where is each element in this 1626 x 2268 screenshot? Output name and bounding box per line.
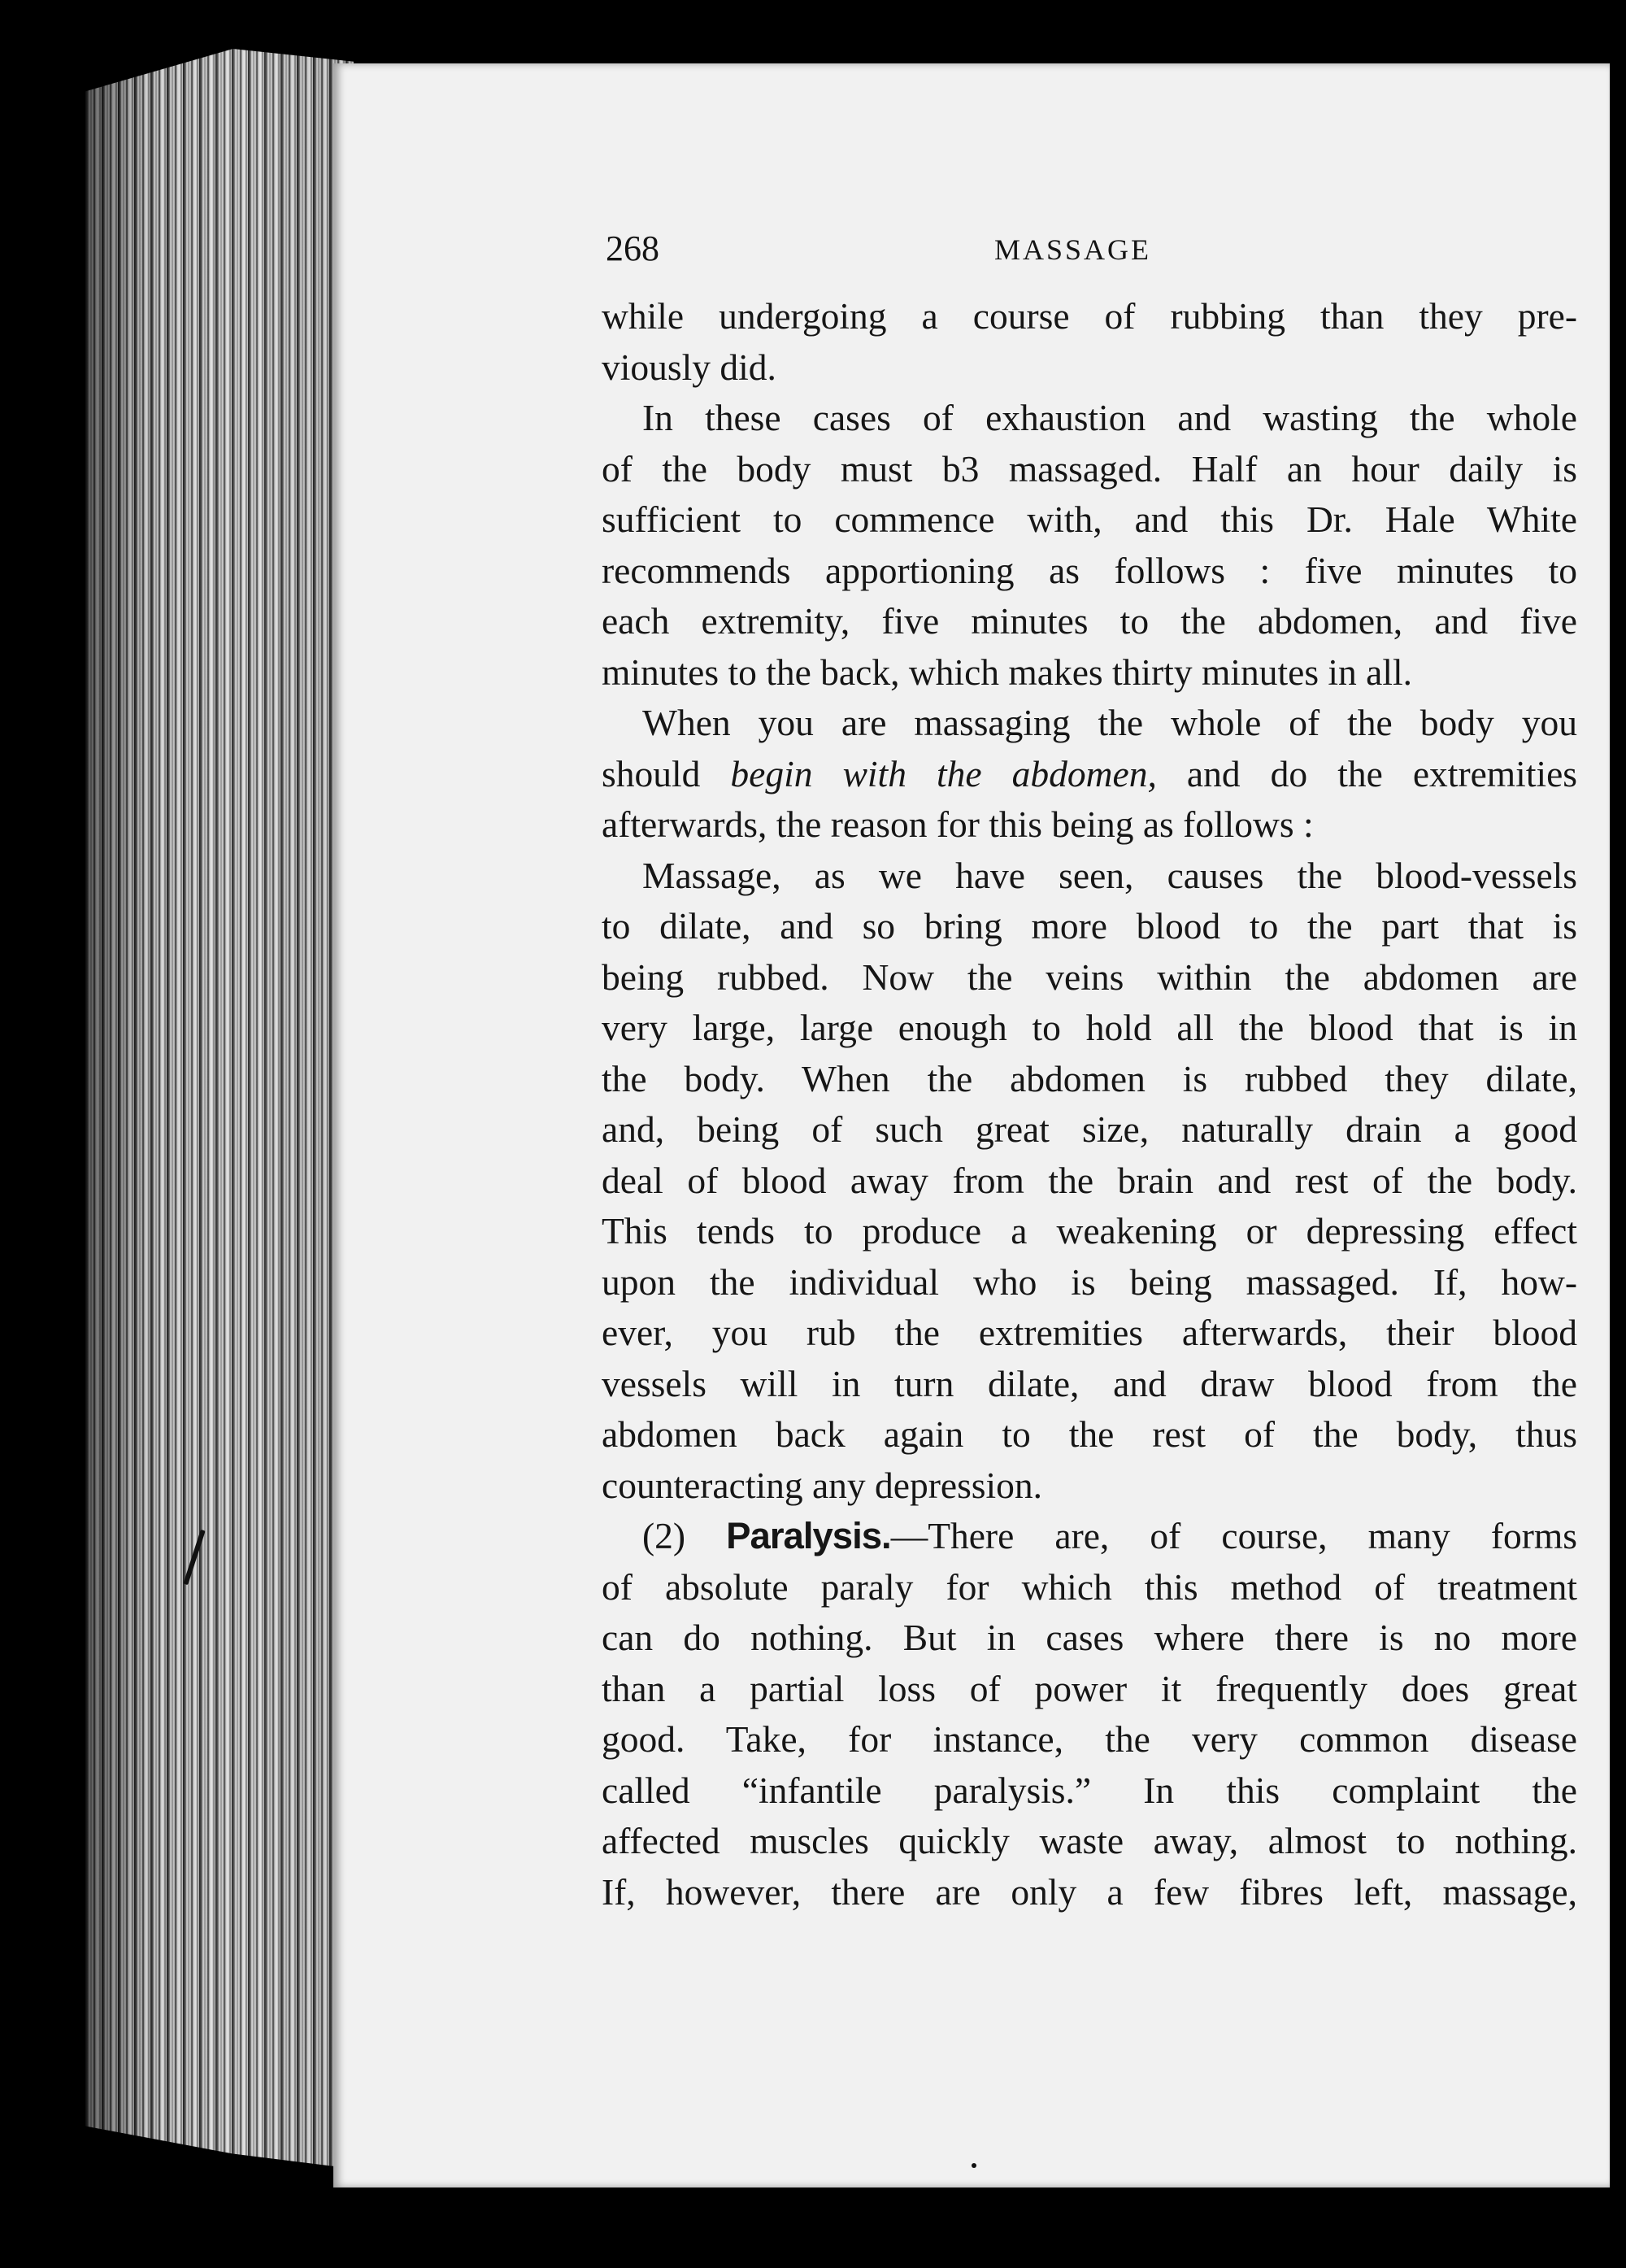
text-line bbox=[602, 1765, 1577, 1817]
line-text: called “infantile paralysis.” In this complaint the bbox=[602, 1769, 1577, 1811]
line-text: viously did. bbox=[602, 346, 776, 388]
line-text: of absolute paraly for which this method of treatment bbox=[602, 1565, 1577, 1608]
line-text: the body. When the abdomen is rubbed they dilate, bbox=[602, 1057, 1577, 1099]
line-text: When you are massaging the whole of the body you bbox=[642, 702, 1577, 743]
line-text: to dilate, and so bring more blood to the part that is bbox=[602, 905, 1577, 947]
line-text: counteracting any depression. bbox=[602, 1464, 1043, 1506]
line-text: This tends to produce a weakening or depressing effect bbox=[602, 1210, 1577, 1252]
text-line bbox=[602, 1613, 1577, 1664]
line-text: while undergoing a course of rubbing than they pre- bbox=[602, 295, 1577, 337]
emphasis-text: begin with the abdomen, bbox=[730, 752, 1157, 794]
line-text: abdomen back again to the rest of the body, thus bbox=[602, 1413, 1577, 1455]
text-line bbox=[602, 1206, 1577, 1257]
line-text: affected muscles quickly waste away, almost to nothing. bbox=[602, 1820, 1577, 1861]
line-text: vessels will in turn dilate, and draw blood from the bbox=[602, 1362, 1577, 1404]
line-text: of the body must b3 massaged. Half an hour daily is bbox=[602, 447, 1577, 490]
text-line bbox=[602, 1816, 1577, 1867]
text-line bbox=[602, 1664, 1577, 1715]
line-text: recommends apportioning as follows : five minutes to bbox=[602, 549, 1577, 591]
text-line bbox=[602, 647, 1577, 699]
text-line bbox=[602, 1308, 1577, 1359]
line-text: ever, you rub the extremities afterwards, their blood bbox=[602, 1312, 1577, 1353]
text-line bbox=[602, 1714, 1577, 1765]
line-text: each extremity, five minutes to the abdomen, and five bbox=[602, 600, 1577, 642]
text-line bbox=[602, 494, 1577, 546]
line-text: very large, large enough to hold all the blood that is in bbox=[602, 1007, 1577, 1048]
text-line bbox=[602, 1511, 1577, 1562]
running-head bbox=[606, 228, 1581, 276]
speck bbox=[972, 2163, 976, 2168]
line-text: and, being of such great size, naturally drain a good bbox=[602, 1108, 1577, 1150]
text-line bbox=[602, 698, 1577, 749]
line-text: sufficient to commence with, and this Dr. Hale White bbox=[602, 498, 1577, 540]
page-edges bbox=[85, 49, 354, 2179]
section-heading: Paralysis. bbox=[726, 1515, 891, 1556]
text-line bbox=[602, 1054, 1577, 1105]
text-line bbox=[602, 851, 1577, 902]
text-line bbox=[602, 1003, 1577, 1054]
line-text: deal of blood away from the brain and rest of the body. bbox=[602, 1159, 1577, 1201]
text-line bbox=[602, 799, 1577, 851]
text-line bbox=[602, 1460, 1577, 1512]
line-text: In these cases of exhaustion and wasting the whole bbox=[642, 397, 1577, 438]
text-line bbox=[602, 1867, 1577, 1918]
text-line bbox=[602, 444, 1577, 495]
text-line bbox=[602, 901, 1577, 952]
running-title: MASSAGE bbox=[994, 233, 1152, 266]
line-text: If, however, there are only a few fibres left, massage, bbox=[602, 1870, 1577, 1913]
text-line bbox=[602, 1359, 1577, 1410]
text-line bbox=[602, 749, 1577, 800]
text-line bbox=[602, 393, 1577, 444]
line-text: and do the extremities bbox=[1156, 752, 1578, 794]
line-text: than a partial loss of power it frequently does great bbox=[602, 1667, 1577, 1709]
text-line bbox=[602, 1156, 1577, 1207]
line-text: being rubbed. Now the veins within the abdomen are bbox=[602, 956, 1577, 998]
text-line bbox=[602, 1257, 1577, 1308]
line-text: minutes to the back, which makes thirty minutes in all. bbox=[602, 651, 1413, 693]
line-text: —There are, of course, many forms bbox=[890, 1515, 1577, 1556]
line-text: (2) bbox=[642, 1515, 727, 1556]
line-text: can do nothing. But in cases where there is no more bbox=[602, 1617, 1577, 1658]
text-line bbox=[602, 952, 1577, 1003]
line-text: good. Take, for instance, the very common disease bbox=[602, 1718, 1577, 1760]
page-number: 268 bbox=[606, 229, 659, 268]
text-line bbox=[602, 291, 1577, 342]
text-line bbox=[602, 1562, 1577, 1613]
line-text: upon the individual who is being massaged. If, how- bbox=[602, 1260, 1577, 1303]
text-line bbox=[602, 596, 1577, 647]
text-line bbox=[602, 1104, 1577, 1156]
text-line bbox=[602, 342, 1577, 394]
line-text: afterwards, the reason for this being as follows : bbox=[602, 803, 1314, 845]
line-text: should bbox=[602, 752, 731, 794]
text-line bbox=[602, 546, 1577, 597]
line-text: Massage, as we have seen, causes the blood-vessels bbox=[642, 854, 1577, 896]
body-text bbox=[602, 291, 1577, 1918]
text-line bbox=[602, 1409, 1577, 1460]
